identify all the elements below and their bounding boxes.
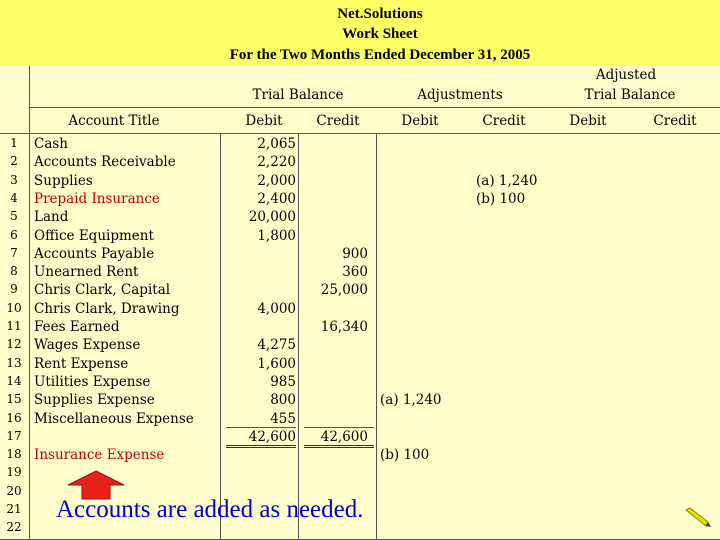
tb-debit-double-rule: [226, 445, 296, 448]
tb-credit-value: 360: [342, 264, 368, 281]
row-number: 8: [10, 264, 18, 279]
title-banner: [0, 0, 720, 66]
tb-credit-value: 25,000: [320, 282, 368, 299]
adj-debit-value: (a) 1,240: [380, 392, 442, 409]
row-number: 10: [6, 300, 22, 315]
row-number: 13: [6, 355, 22, 370]
adjusted-heading-line2: Trial Balance: [584, 87, 676, 103]
adj-credit-value: (b) 100: [476, 190, 526, 207]
row-number: 1: [10, 136, 18, 150]
row-number: 3: [10, 172, 18, 187]
row-number: 20: [6, 483, 22, 498]
atb-debit-heading: Debit: [569, 113, 607, 129]
atb-credit-heading: Credit: [653, 113, 697, 129]
row-number: 4: [10, 190, 18, 205]
account-title: Rent Expense: [34, 355, 129, 372]
tb-debit-value: 20,000: [248, 209, 296, 226]
row-number: 9: [10, 282, 18, 297]
company-name: Net.Solutions: [337, 6, 423, 22]
header-rule: [30, 107, 720, 108]
row-number: 21: [6, 502, 22, 516]
tb-debit-value: 1,800: [257, 227, 296, 244]
account-title: Accounts Receivable: [34, 154, 176, 171]
tb-debit-value: 455: [270, 410, 296, 427]
tb-adjustments-divider: [376, 133, 377, 540]
tb-credit-heading: Credit: [316, 113, 360, 129]
account-title: Utilities Expense: [34, 373, 151, 390]
account-title: Supplies: [34, 172, 93, 189]
trial-balance-heading: Trial Balance: [252, 87, 344, 103]
row-number: 15: [6, 392, 22, 407]
row-number: 14: [6, 373, 22, 388]
tb-debit-value: 2,220: [257, 154, 296, 171]
tb-debit-heading: Debit: [245, 113, 283, 129]
account-title: Unearned Rent: [34, 264, 139, 281]
tb-debit-credit-divider: [298, 133, 299, 540]
tb-debit-value: 2,400: [257, 190, 296, 207]
row-number: 2: [10, 154, 18, 169]
account-title: Chris Clark, Drawing: [34, 300, 180, 317]
account-title: Insurance Expense: [34, 447, 165, 464]
tb-debit-value: 985: [270, 373, 296, 390]
account-title: Cash: [34, 136, 69, 152]
row-number: 5: [10, 209, 18, 224]
adjustments-heading: Adjustments: [417, 87, 503, 103]
pencil-icon: [684, 506, 712, 528]
row-number: 16: [6, 410, 22, 425]
tb-debit-value: 42,600: [248, 428, 296, 445]
adj-credit-heading: Credit: [482, 113, 526, 129]
account-title: Land: [34, 209, 69, 226]
tb-debit-value: 4,275: [257, 337, 296, 354]
row-number: 7: [10, 245, 18, 260]
row-number: 12: [6, 337, 22, 352]
account-title: Prepaid Insurance: [34, 190, 160, 207]
row-number: 6: [10, 227, 18, 242]
account-title: Supplies Expense: [34, 392, 155, 409]
row-number: 19: [6, 465, 22, 480]
adj-credit-value: (a) 1,240: [476, 172, 538, 189]
worksheet-title: Work Sheet: [342, 26, 418, 42]
worksheet-period: For the Two Months Ended December 31, 2005: [229, 47, 531, 63]
tb-credit-value: 900: [342, 245, 368, 262]
tb-credit-double-rule: [304, 445, 374, 448]
row-number: 11: [6, 319, 22, 333]
account-title: Miscellaneous Expense: [34, 410, 194, 427]
account-title: Wages Expense: [34, 337, 141, 354]
adj-debit-heading: Debit: [401, 113, 439, 129]
tb-debit-value: 1,600: [257, 355, 296, 372]
tb-debit-value: 2,000: [257, 172, 296, 189]
tb-debit-value: 4,000: [257, 300, 296, 317]
row-number-divider: [29, 66, 30, 540]
account-title: Fees Earned: [34, 319, 120, 335]
tb-debit-value: 800: [270, 392, 296, 409]
tb-credit-value: 42,600: [320, 428, 368, 445]
adjusted-heading-line1: Adjusted: [595, 67, 657, 83]
heading-underline: [0, 133, 720, 134]
row-number: 17: [6, 428, 22, 443]
account-column-divider: [220, 133, 221, 540]
account-title: Accounts Payable: [34, 245, 155, 262]
row-number: 22: [6, 520, 22, 535]
account-title: Office Equipment: [34, 227, 154, 244]
adj-debit-value: (b) 100: [380, 447, 430, 464]
tb-credit-value: 16,340: [320, 319, 368, 335]
account-title-heading: Account Title: [68, 113, 160, 129]
tb-debit-value: 2,065: [257, 136, 296, 152]
account-title: Chris Clark, Capital: [34, 282, 171, 299]
accounts-added-note: Accounts are added as needed.: [56, 496, 364, 523]
row-number: 18: [6, 447, 22, 462]
